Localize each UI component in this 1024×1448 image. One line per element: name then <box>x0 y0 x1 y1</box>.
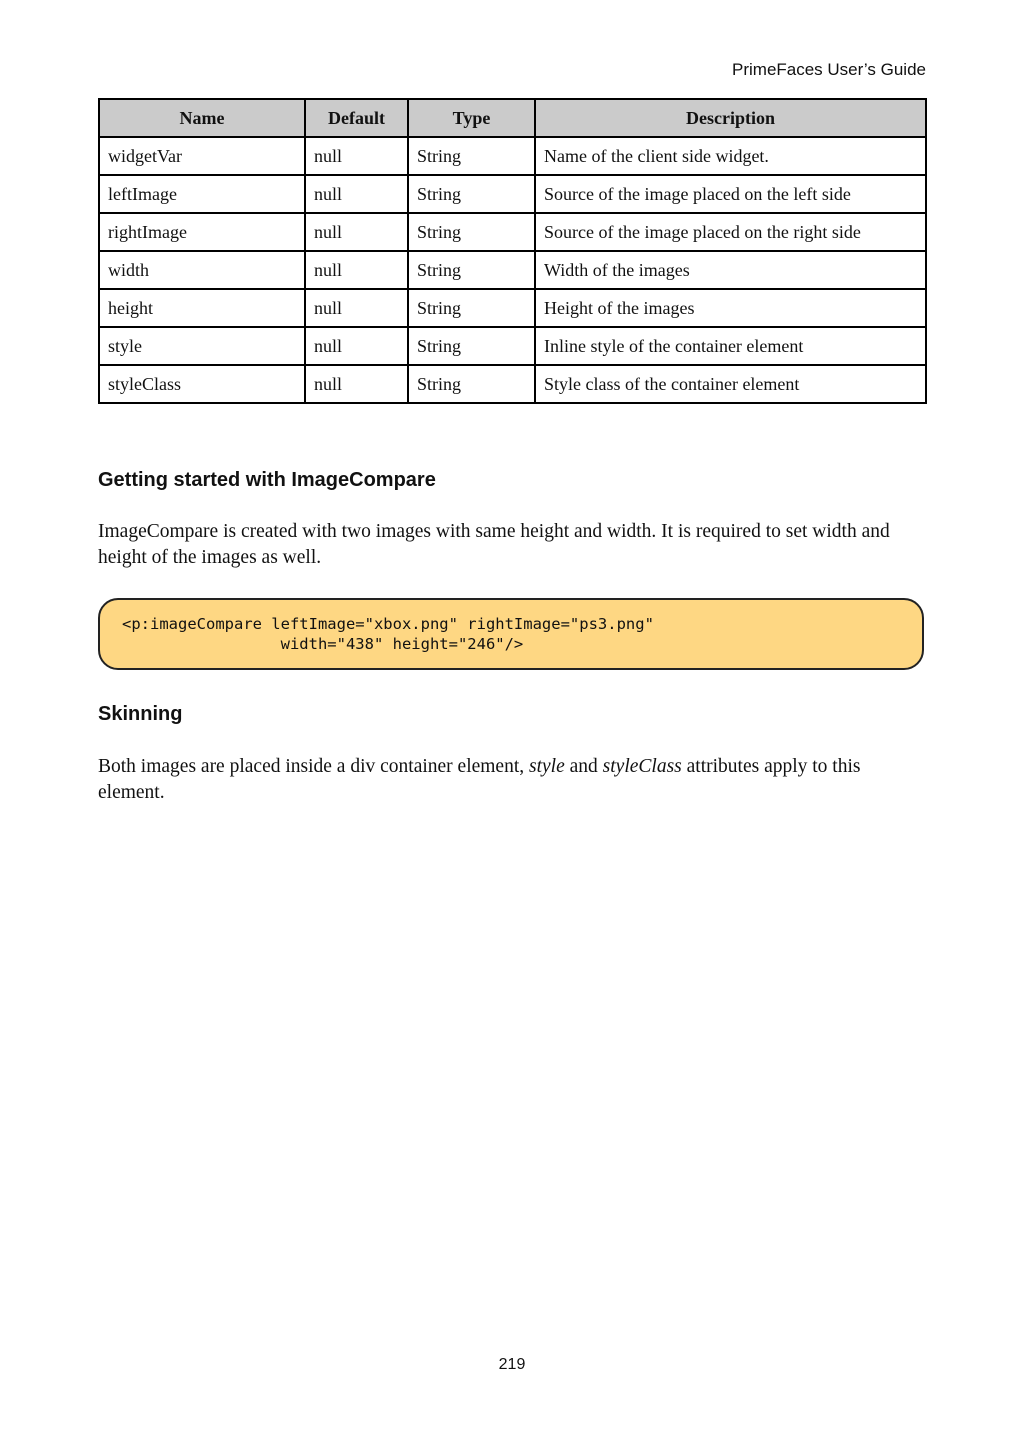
page-number: 219 <box>498 1356 526 1373</box>
cell-description: Inline style of the container element <box>535 327 926 365</box>
table-header-row <box>99 99 926 137</box>
cell-type: String <box>408 365 535 403</box>
getting-started-heading: Getting started with ImageCompare <box>98 469 436 491</box>
cell-default: null <box>305 213 408 251</box>
cell-name: height <box>99 289 305 327</box>
cell-description: Source of the image placed on the right side <box>535 213 926 251</box>
running-header: PrimeFaces User’s Guide <box>732 60 926 79</box>
style-attribute-term: style <box>529 756 565 777</box>
skinning-text-end: attributes apply to this element. <box>98 756 861 803</box>
skinning-text-start: Both images are placed inside a div container element, <box>98 756 530 777</box>
cell-name: leftImage <box>99 175 305 213</box>
cell-default: null <box>305 365 408 403</box>
table-row <box>99 175 926 213</box>
skinning-text-and: and <box>564 756 603 777</box>
table-row <box>99 213 926 251</box>
cell-type: String <box>408 213 535 251</box>
cell-name: widgetVar <box>99 137 305 175</box>
cell-name: style <box>99 327 305 365</box>
cell-default: null <box>305 327 408 365</box>
cell-description: Width of the images <box>535 251 926 289</box>
cell-default: null <box>305 289 408 327</box>
attributes-table <box>98 98 927 404</box>
cell-description: Style class of the container element <box>535 365 926 403</box>
skinning-paragraph <box>98 754 928 806</box>
style-class-attribute-term: styleClass <box>602 756 682 777</box>
cell-name: rightImage <box>99 213 305 251</box>
cell-name: styleClass <box>99 365 305 403</box>
cell-type: String <box>408 289 535 327</box>
cell-default: null <box>305 251 408 289</box>
column-header-description: Description <box>535 99 926 137</box>
code-snippet: <p:imageCompare leftImage="xbox.png" rightImage="ps3.png" width="438" height="246"/> <box>98 598 924 670</box>
table-row <box>99 289 926 327</box>
skinning-heading: Skinning <box>98 703 183 725</box>
cell-description: Height of the images <box>535 289 926 327</box>
cell-name: width <box>99 251 305 289</box>
getting-started-paragraph: ImageCompare is created with two images with same height and width. It is required to set width and height of the images as well. <box>98 521 890 568</box>
cell-type: String <box>408 327 535 365</box>
cell-description: Name of the client side widget. <box>535 137 926 175</box>
cell-default: null <box>305 175 408 213</box>
cell-default: null <box>305 137 408 175</box>
cell-type: String <box>408 251 535 289</box>
column-header-type: Type <box>408 99 535 137</box>
cell-type: String <box>408 137 535 175</box>
cell-type: String <box>408 175 535 213</box>
table-row <box>99 327 926 365</box>
table-row <box>99 137 926 175</box>
column-header-default: Default <box>305 99 408 137</box>
table-row <box>99 251 926 289</box>
table-row <box>99 365 926 403</box>
cell-description: Source of the image placed on the left side <box>535 175 926 213</box>
column-header-name: Name <box>99 99 305 137</box>
